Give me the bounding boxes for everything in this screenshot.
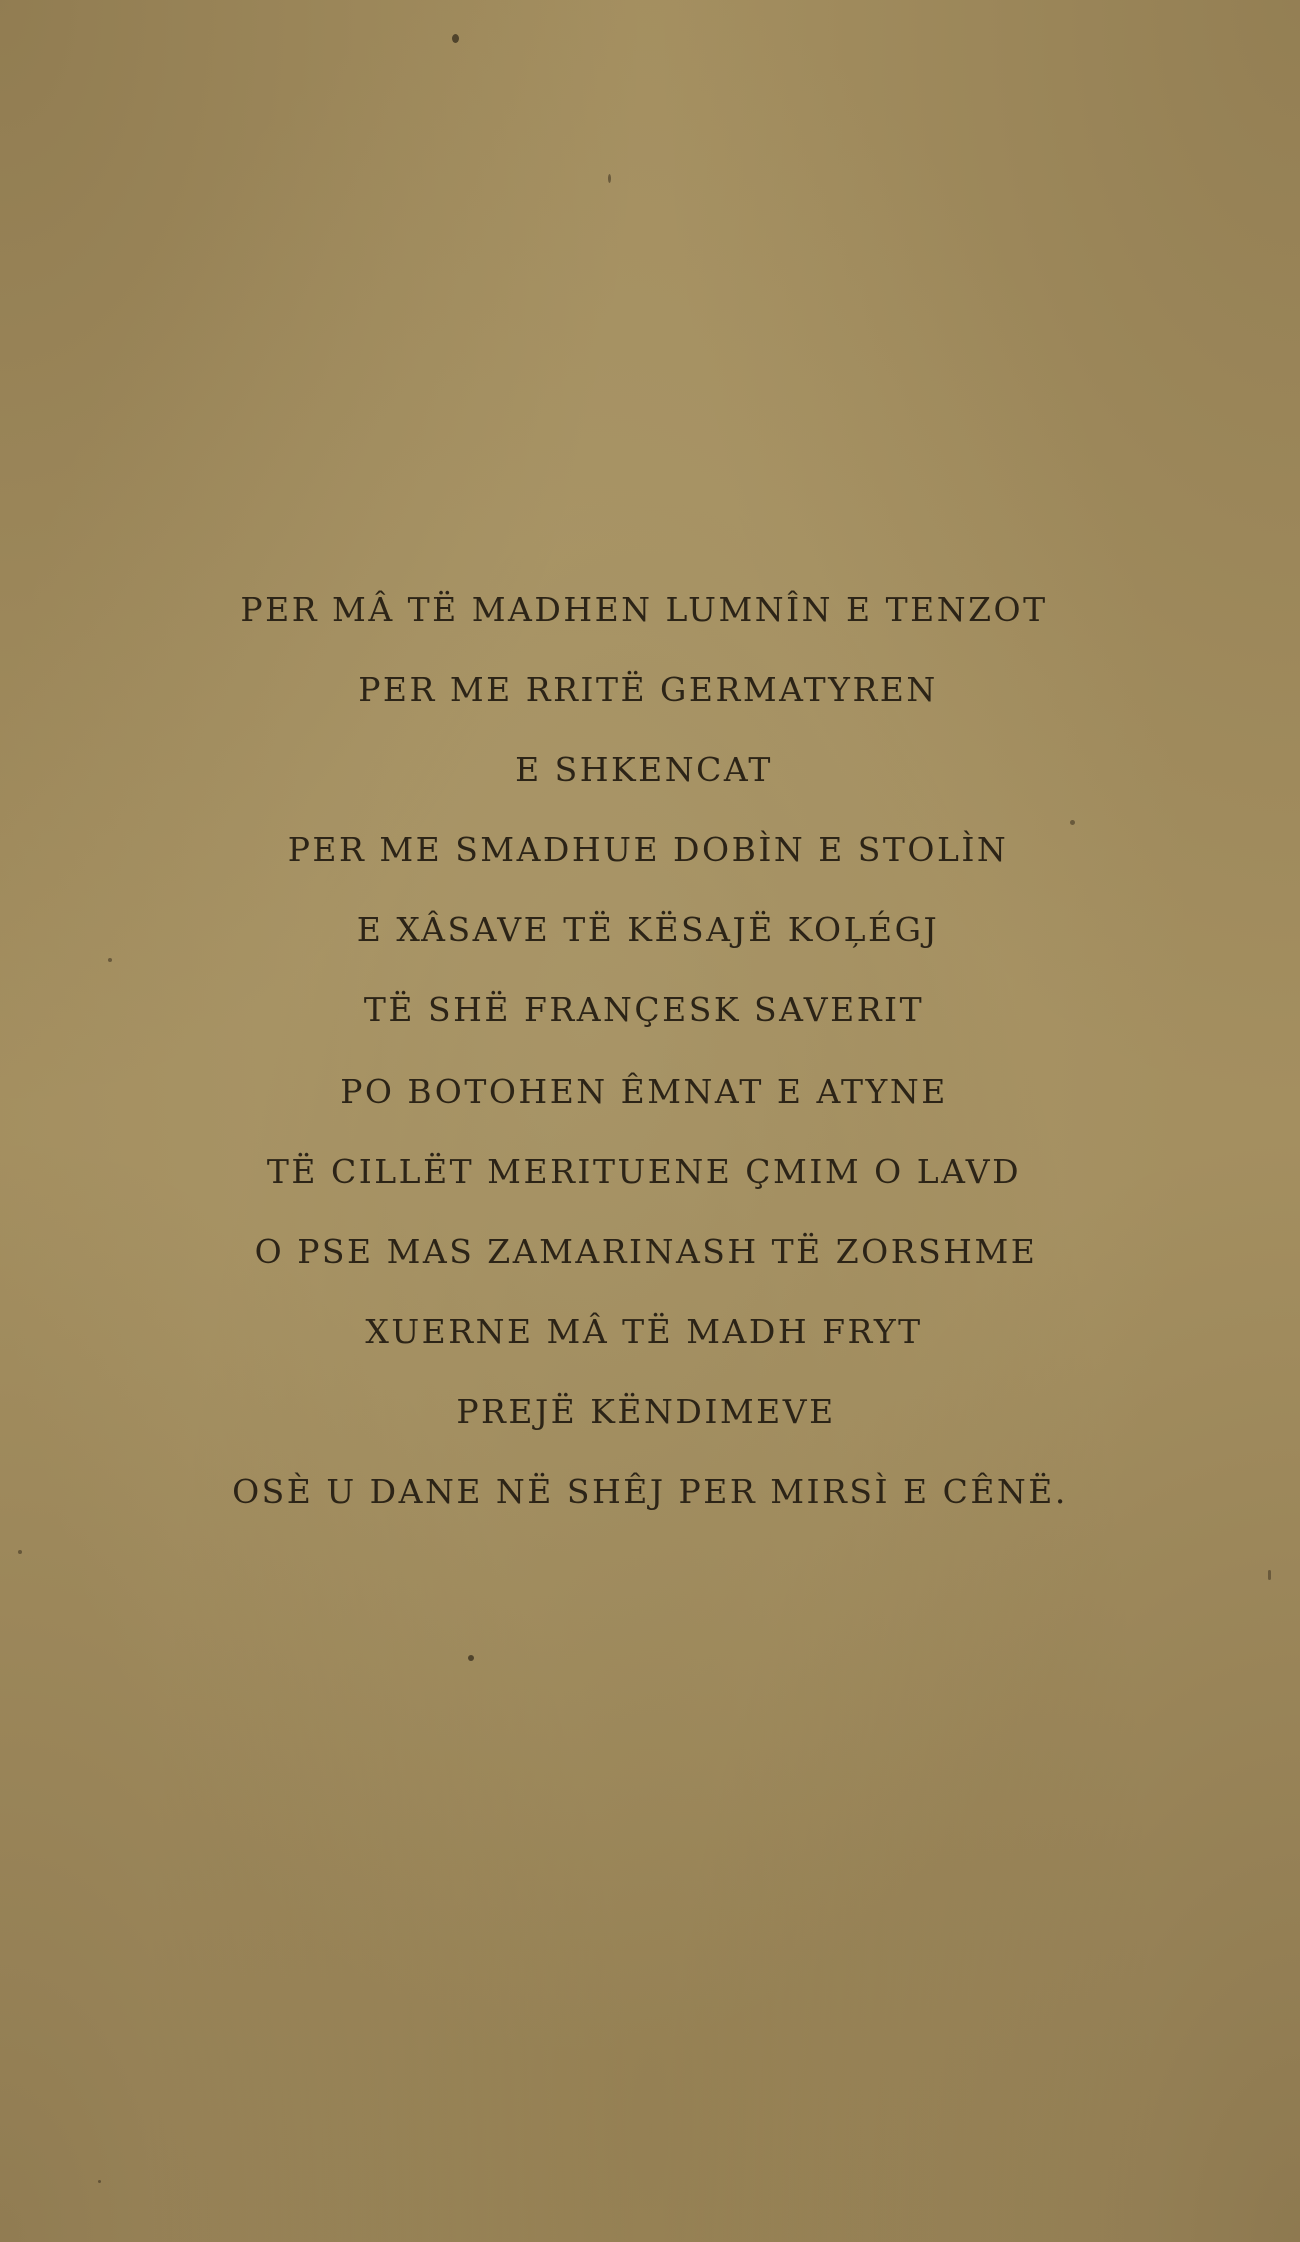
dedication-line: OSÈ U DANE NË SHÊJ PER MIRSÌ E CÊNË. [232, 1472, 1068, 1511]
paper-speck [1268, 1570, 1271, 1580]
dedication-line: TË CILLËT MERITUENE ÇMIM O LAVD [266, 1152, 1022, 1191]
paper-speck [1070, 820, 1075, 825]
dedication-line: PER ME RRITË GERMATYREN [358, 670, 938, 709]
dedication-line: PO BOTOHEN ÊMNAT E ATYNE [340, 1072, 948, 1111]
paper-speck [98, 2180, 101, 2183]
dedication-line: PER ME SMADHUE DOBÌN E STOLÌN [287, 830, 1009, 869]
paper-speck [18, 1550, 22, 1554]
dedication-line: TË SHË FRANÇESK SAVERIT [363, 990, 925, 1029]
dedication-line: PREJË KËNDIMEVE [456, 1392, 836, 1431]
dedication-line: E SHKENCAT [515, 750, 773, 789]
paper-speck [108, 958, 112, 962]
paper-speck [468, 1655, 474, 1661]
dedication-line: XUERNE MÂ TË MADH FRYT [365, 1312, 923, 1351]
dedication-line: PER MÂ TË MADHEN LUMNÎN E TENZOT [240, 590, 1048, 629]
dedication-line: E XÂSAVE TË KËSAJË KOĻÉGJ [356, 910, 940, 949]
paper-speck [452, 34, 459, 43]
paper-speck [608, 174, 611, 183]
dedication-line: O PSE MAS ZAMARINASH TË ZORSHME [254, 1232, 1038, 1271]
